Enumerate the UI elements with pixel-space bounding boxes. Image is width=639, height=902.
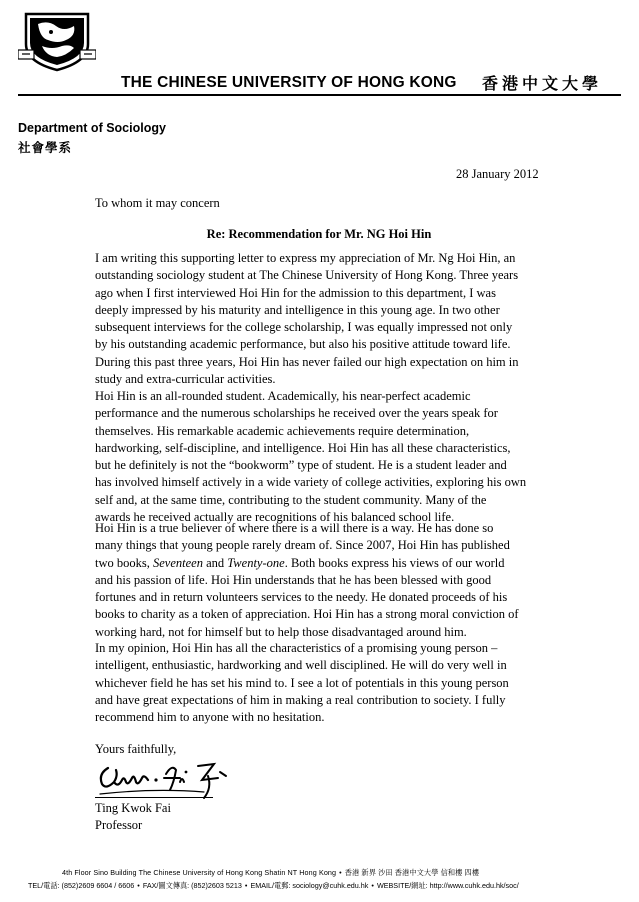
university-name: THE CHINESE UNIVERSITY OF HONG KONG [121,74,457,91]
footer-separator: • [137,881,140,890]
paragraph-4: In my opinion, Hoi Hin has all the characteristics of a promising young person – intelligent, enthusiastic, hardworking and well disciplined. He will do very well in whichever field he has set his mind to. I see a lot of potentials in this young person and have great expectations of him in making a real contribution to society. I fully recommend him to anyone with no hesitation. [95,641,509,725]
footer-address-line [62,868,479,878]
subject-line: Re: Recommendation for Mr. NG Hoi Hin [206,227,432,241]
footer-fax: FAX/圖文傳真: (852)2603 5213 [142,881,242,890]
footer-separator: • [339,868,342,877]
book-joiner: and [202,555,228,570]
paragraph-3 [95,520,547,641]
footer-website: WEBSITE/網址: http://www.cuhk.edu.hk/soc/ [376,881,519,890]
handwritten-signature [94,752,244,802]
department-name: Department of Sociology [18,121,166,135]
footer-separator: • [244,881,248,890]
university-name-chinese: 香港中文大學 [482,74,603,93]
paragraph-2: Hoi Hin is an all-rounded student. Academically, his near-perfect academic performance and the numerous scholarships he received over the years speak for themselves. His remarkable academic achievements require determination, hardworking, self-discipline, and intelligence. Hoi Hin has all these characteristics, but he definitely is not the “bookworm” type of student. He is a student leader and has involved himself actively in a wide variety of college activities, exploring his own self and, at the same time, contributing to the student community. Many of the awards he received actually are recognitions of his balanced school life. [95,389,527,525]
letter-date: 28 January 2012 [456,167,539,181]
footer-tel: TEL/電話: (852)2609 6604 / 6606 [28,881,135,890]
university-crest-icon [18,10,96,72]
footer-address: 4th Floor Sino Building The Chinese University of Hong Kong Shatin NT Hong Kong [62,868,337,877]
closing: Yours faithfully, [95,742,177,756]
footer-email: EMAIL/電郵: sociology@cuhk.edu.hk [250,881,369,890]
book-title-seventeen: Seventeen [153,555,203,570]
footer-separator: • [371,881,374,890]
paragraph-1: I am writing this supporting letter to express my appreciation of Mr. Ng Hoi Hin, an outstanding sociology student at The Chinese University of Hong Kong. Three years ago when I first interviewed Hoi Hin for the admission to this department, I was deeply impressed by his maturity and intelligence in this young age. In two other subsequent interviews for the college scholarship, I was equally impressed not only by his outstanding academic performance, but also his positive attitude toward life. During this past three years, Hoi Hin has never failed our high expectation on him in study and extra-curricular activities. [95,251,519,387]
signer-title: Professor [95,818,143,832]
department-name-chinese: 社會學系 [18,140,73,155]
paragraph-3-text-end: . Both books express his views of our world and his passion of life. Hoi Hin understands that he has been blessed with good fortunes and in return volunteers services to the needy. He donated proceeds of his books to charity as a token of appreciation. Hoi Hin has a strong moral conviction of working hard, not for himself but to help those disadvantaged around him. [95,555,519,639]
signature-line [95,797,213,798]
footer-contact-line [28,881,519,891]
header-divider [18,94,621,96]
signer-name: Ting Kwok Fai [95,801,171,815]
footer-address-chinese: 香港 新界 沙田 香港中文大學 信和樓 四樓 [344,868,480,877]
book-title-twenty-one: Twenty-one [227,555,285,570]
salutation: To whom it may concern [95,196,220,210]
paragraph-3-text-start: Hoi Hin is a true believer of where there is a will there is a way. He has done so many things that young people rarely dream of. Since 2007, Hoi Hin has published two books, [95,521,510,570]
